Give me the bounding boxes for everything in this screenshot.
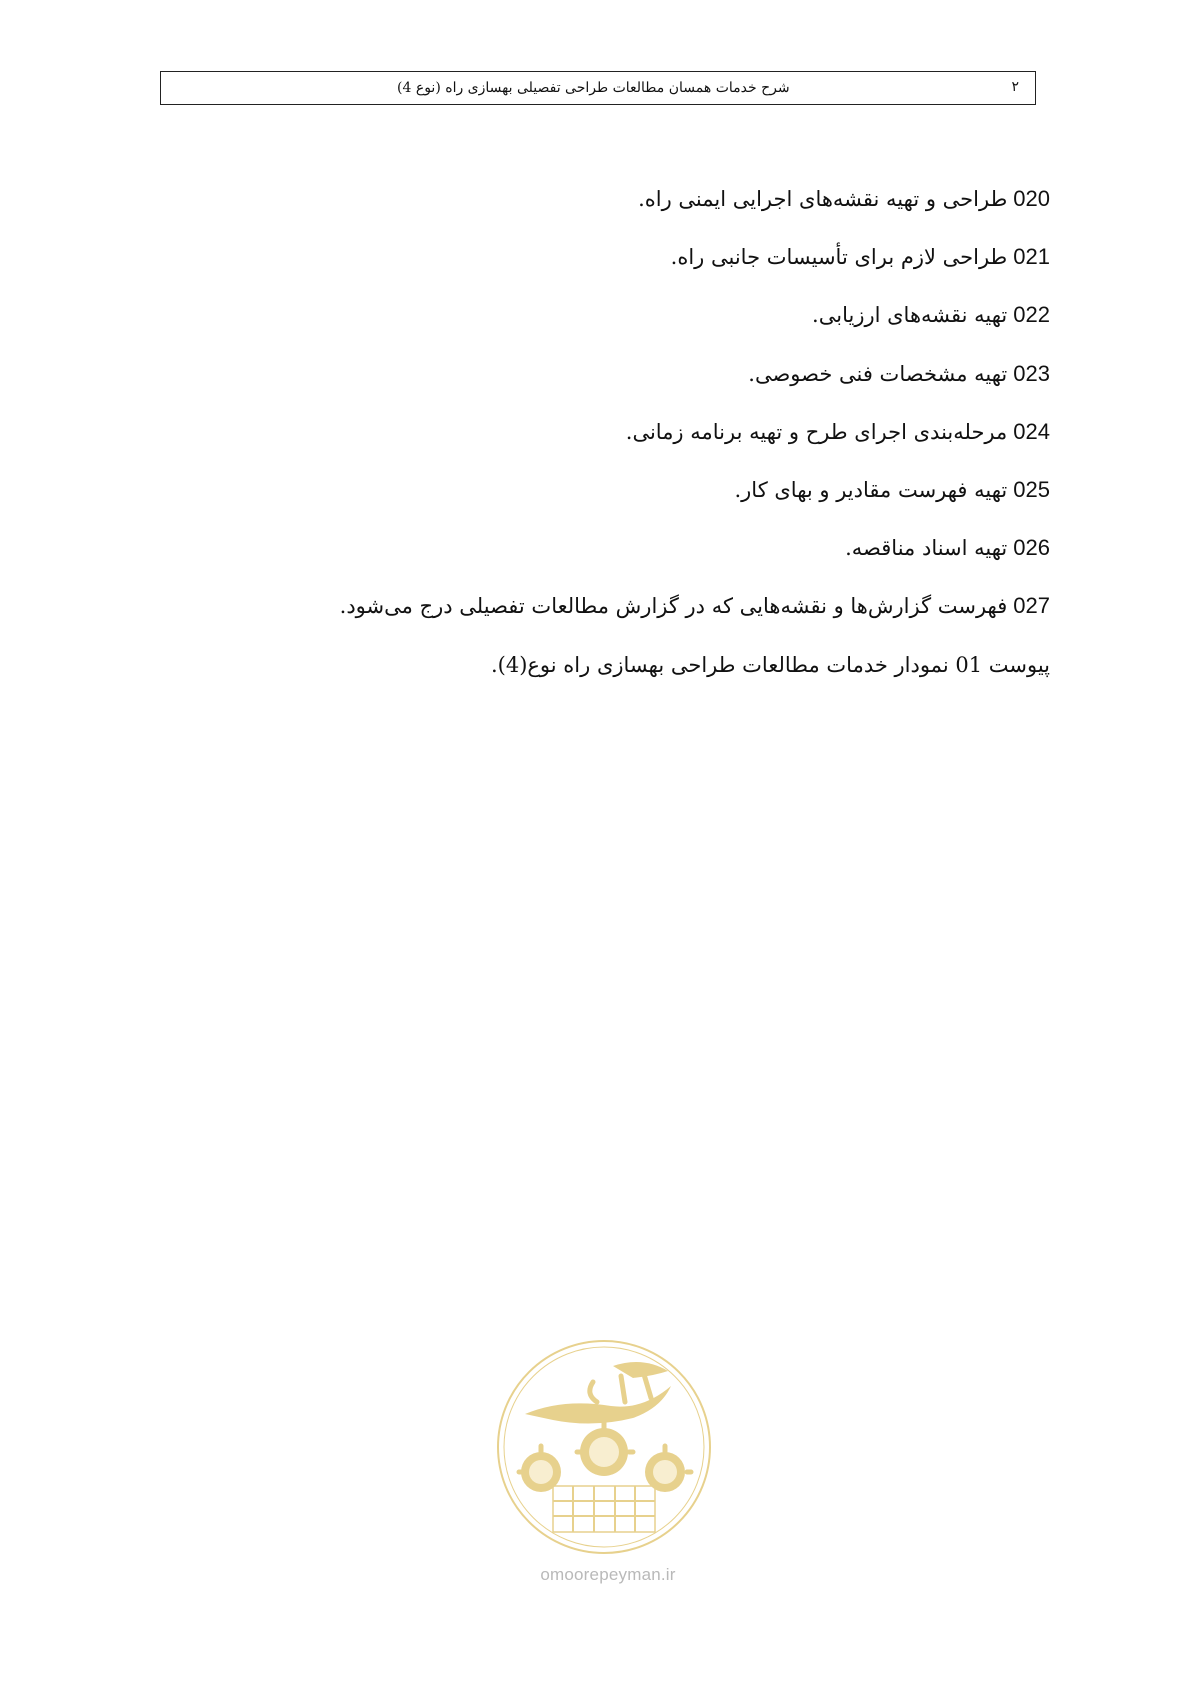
page-number: ۲ <box>1011 79 1019 95</box>
item-code: 023 <box>1013 360 1050 386</box>
header-title: شرح خدمات همسان مطالعات طراحی تفصیلی بهسازی راه (نوع 4) <box>397 80 790 96</box>
item-code: 025 <box>1013 477 1050 503</box>
list-item-023 <box>170 345 1050 403</box>
item-text: تهیه اسناد مناقصه. <box>845 536 1008 561</box>
list-item-022 <box>170 286 1050 344</box>
item-text: مرحله‌بندی اجرای طرح و تهیه برنامه زمانی. <box>625 419 1008 444</box>
item-text: طراحی لازم برای تأسیسات جانبی راه. <box>670 245 1008 270</box>
list-item-021 <box>170 228 1050 286</box>
item-text: تهیه نقشه‌های ارزیابی. <box>812 303 1008 328</box>
item-code: 026 <box>1013 535 1050 561</box>
item-code: 020 <box>1013 186 1050 212</box>
item-code: 022 <box>1013 302 1050 328</box>
list-item-024 <box>170 403 1050 461</box>
watermark-logo <box>493 1336 715 1558</box>
list-item-027 <box>170 577 1050 635</box>
item-code: 024 <box>1013 418 1050 444</box>
item-code: 021 <box>1013 244 1050 270</box>
item-text: طراحی و تهیه نقشه‌های اجرایی ایمنی راه. <box>638 187 1008 212</box>
item-code: 027 <box>1013 593 1050 619</box>
item-text: فهرست گزارش‌ها و نقشه‌هایی که در گزارش مطالعات تفصیلی درج می‌شود. <box>339 594 1008 619</box>
appendix-line <box>170 636 1050 694</box>
list-item-020 <box>170 170 1050 228</box>
item-text: تهیه فهرست مقادیر و بهای کار. <box>734 478 1008 503</box>
appendix-text: پیوست 01 نمودار خدمات مطالعات طراحی بهسازی راه نوع(4). <box>490 652 1050 677</box>
watermark-url: omoorepeyman.ir <box>540 1565 676 1584</box>
list-item-026 <box>170 519 1050 577</box>
item-text: تهیه مشخصات فنی خصوصی. <box>748 361 1008 386</box>
page-header <box>160 71 1036 105</box>
service-items-list <box>170 170 1050 694</box>
list-item-025 <box>170 461 1050 519</box>
